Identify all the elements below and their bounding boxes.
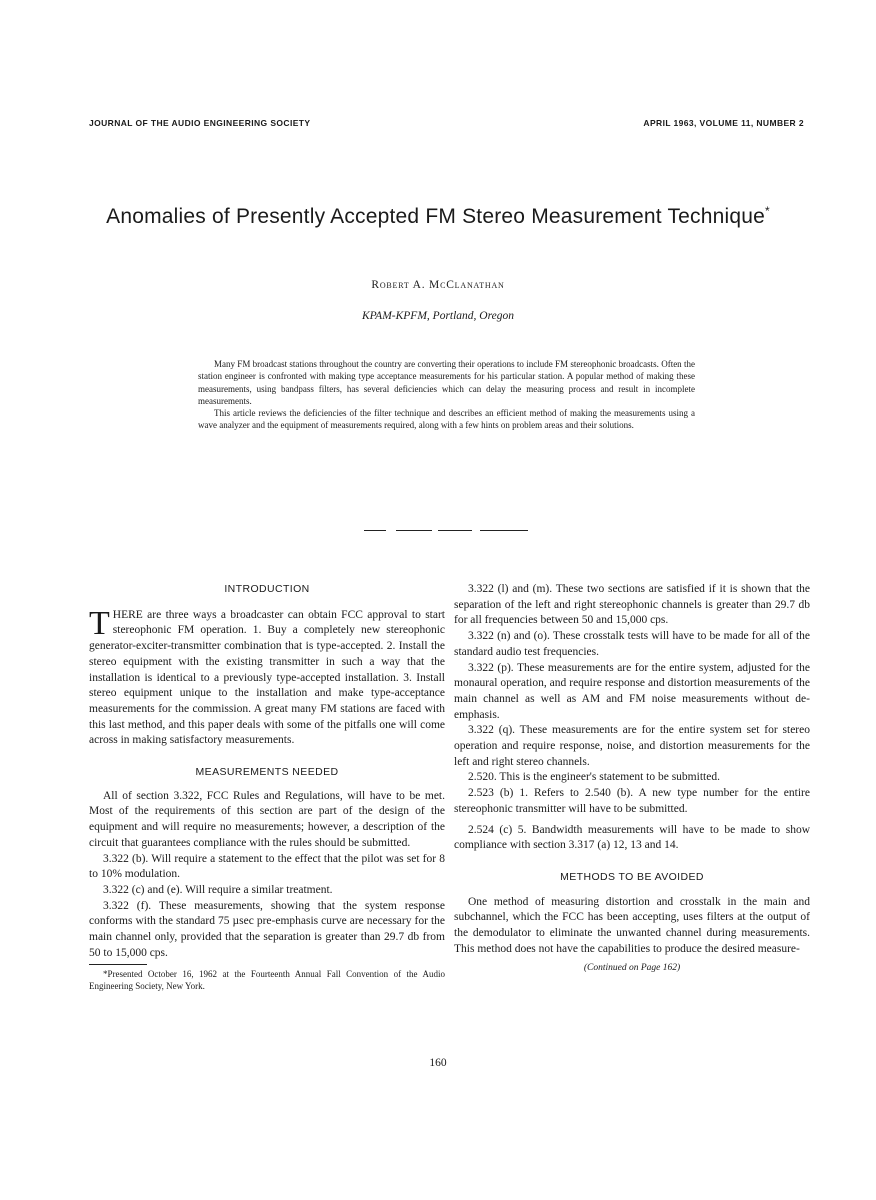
body-paragraph: 2.520. This is the engineer's statement to be submitted. bbox=[468, 771, 720, 784]
title-footnote-mark: * bbox=[765, 204, 770, 218]
introduction-paragraph bbox=[89, 604, 445, 749]
issue-info: APRIL 1963, VOLUME 11, NUMBER 2 bbox=[643, 118, 804, 128]
abstract-paragraph: Many FM broadcast stations throughout the country are converting their operations to include FM stereophonic broadcasts. Often the station engineer is confronted with making type acceptance measurements for his particular station. A popular method of making these measurements, using bandpass filters, has several deficiencies which can delay the measuring process and result in incomplete measurements. bbox=[198, 359, 695, 406]
author-name: Robert A. McClanathan bbox=[371, 279, 505, 291]
body-paragraph: All of section 3.322, FCC Rules and Regulations, will have to be met. Most of the requirements of this section are part of the design of the equipment and will require no measurements; however, a description of the circuit that guarantees compliance with the rules should be submitted. bbox=[89, 789, 445, 849]
paper-title bbox=[0, 204, 876, 229]
section-heading-measurements: MEASUREMENTS NEEDED bbox=[195, 766, 339, 779]
abstract bbox=[198, 358, 695, 432]
right-column bbox=[454, 582, 810, 977]
body-paragraph: 2.523 (b) 1. Refers to 2.540 (b). A new type number for the entire stereophonic transmitter will have to be submitted. bbox=[454, 787, 810, 815]
separator-rule bbox=[396, 530, 432, 531]
page-number: 160 bbox=[429, 1057, 447, 1069]
footnote-rule bbox=[89, 964, 147, 965]
body-paragraph: 3.322 (l) and (m). These two sections are satisfied if it is shown that the separation of the left and right stereophonic channels is greater than 29.7 db for all frequencies between 50 and 15,000 cps. bbox=[454, 583, 810, 627]
continued-note: (Continued on Page 162) bbox=[583, 963, 681, 974]
abstract-paragraph: This article reviews the deficiencies of the filter technique and describes an efficient method of making the measurements using a wave analyzer and the equipment of measurements required, along with a few hints on problem areas and their solutions. bbox=[198, 408, 695, 431]
section-heading-introduction: INTRODUCTION bbox=[224, 583, 310, 595]
body-paragraph: 3.322 (n) and (o). These crosstalk tests will have to be made for all of the standard audio test frequencies. bbox=[454, 630, 810, 658]
author-affiliation: KPAM-KPFM, Portland, Oregon bbox=[361, 310, 515, 322]
body-paragraph: 3.322 (c) and (e). Will require a similar treatment. bbox=[103, 883, 333, 896]
separator-rule bbox=[438, 530, 472, 531]
separator-rule bbox=[480, 530, 528, 531]
section-heading-methods: METHODS TO BE AVOIDED bbox=[560, 870, 704, 883]
body-paragraph: 3.322 (p). These measurements are for the entire system, adjusted for the monaural operation, and require response and distortion measurements of the main channel as well as AM and FM noise measurements without de-emphasis. bbox=[454, 661, 810, 721]
title-text: Anomalies of Presently Accepted FM Stereo Measurement Technique bbox=[106, 205, 765, 228]
journal-name: JOURNAL OF THE AUDIO ENGINEERING SOCIETY bbox=[89, 118, 311, 128]
introduction-text: HERE are three ways a broadcaster can obtain FCC approval to start stereophonic FM operation. 1. Buy a completely new stereophonic generator-exciter-transmitter combination that is type-accepted. 2. Install the stereo equipment with the existing transmitter in such a way that the installation is identical to a previously type-accepted installation. 3. Install stereo equipment unique to the installation and make type-acceptance measurements for the commission. A great many FM stations are faced with this last method, and this paper deals with some of the pitfalls one will come across in making satisfactory measurements. bbox=[89, 608, 445, 747]
left-column bbox=[89, 582, 445, 992]
drop-cap: T bbox=[89, 604, 110, 642]
body-paragraph: 2.524 (c) 5. Bandwidth measurements will have to be made to show compliance with section 3.317 (a) 12, 13 and 14. bbox=[454, 823, 810, 852]
separator-rule bbox=[364, 530, 386, 531]
footnote: *Presented October 16, 1962 at the Fourteenth Annual Fall Convention of the Audio Engineering Society, New York. bbox=[89, 969, 445, 991]
body-paragraph: One method of measuring distortion and crosstalk in the main and subchannel, which the FCC has been accepting, uses filters at the output of the demodulator to eliminate the unwanted channel during measurements. This method does not have the capabilities to produce the desired measure- bbox=[454, 895, 810, 955]
body-paragraph: 3.322 (q). These measurements are for the entire system set for stereo operation and require response, noise, and distortion measurements for the left and right stereo channels. bbox=[454, 724, 810, 768]
body-paragraph: 3.322 (b). Will require a statement to the effect that the pilot was set for 8 to 10% modulation. bbox=[89, 852, 445, 881]
body-paragraph: 3.322 (f). These measurements, showing that the system response conforms with the standard 75 µsec pre-emphasis curve are necessary for the main channel only, provided that the separation is greater than 29.7 db from 50 to 15,000 cps. bbox=[89, 899, 445, 959]
